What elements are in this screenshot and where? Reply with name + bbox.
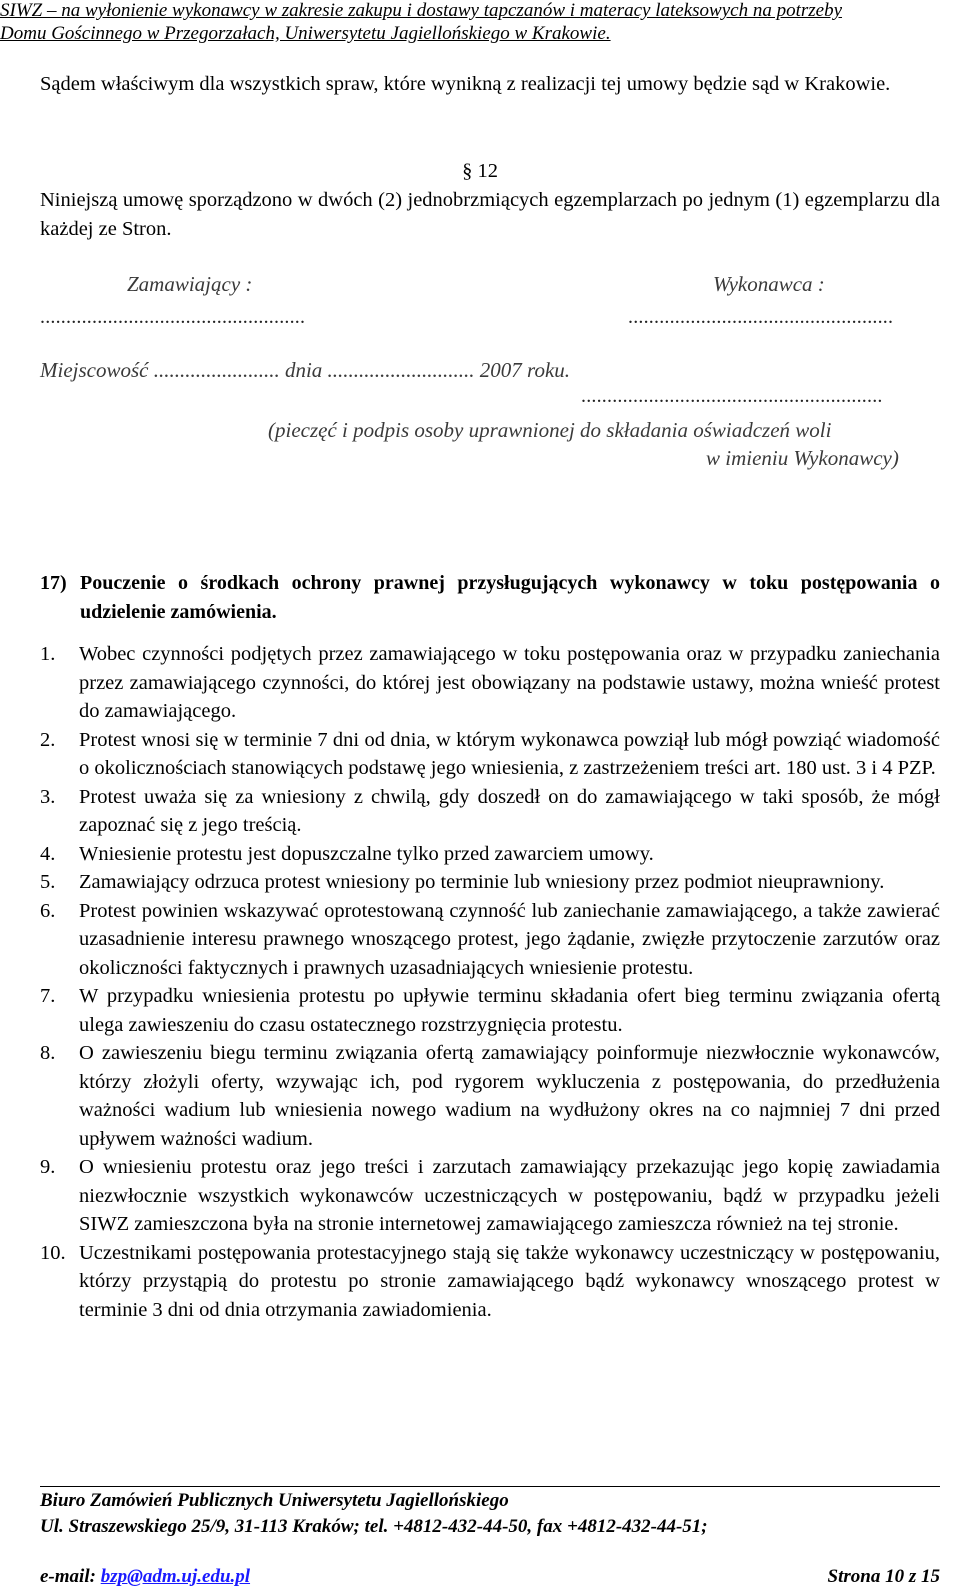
- list-item-text: Protest powinien wskazywać oprotestowaną czynność lub zaniechanie zamawiającego, a także zawierać uzasadnienie interesu prawnego wnoszącego protest, jego żądanie, zwięzłe przytoczenie zarzutów oraz okoliczności faktycznych i prawnych uzasadniających wniesienie protestu.: [79, 899, 940, 979]
- list-item-text: O wniesieniu protestu oraz jego treści i zarzutach zamawiający przekazując jego kopię zawiadamia niezwłocznie wszystkich wykonawców uczestniczących w postępowaniu, bądź w przypadku jeżeli SIWZ zamieszczona była na stronie internetowej zamawiającego zamieszcza również na tej stronie.: [79, 1156, 940, 1235]
- list-item-text: Zamawiający odrzuca protest wniesiony po terminie lub wniesiony przez podmiot nieuprawniony.: [79, 871, 885, 893]
- section-17-number: 17): [40, 572, 67, 594]
- list-item: [40, 1039, 940, 1153]
- list-item: [40, 897, 940, 983]
- list-item-number: 3.: [40, 785, 56, 808]
- header-line-1: SIWZ – na wyłonienie wykonawcy w zakresie zakupu i dostawy tapczanów i materacy lateksowych na potrzeby: [0, 0, 843, 21]
- footer-email-link[interactable]: bzp@adm.uj.edu.pl: [100, 1566, 251, 1587]
- place-date-line: Miejscowość ........................ dnia ............................ 2007 roku.: [40, 358, 571, 382]
- list-item-number: 6.: [40, 899, 56, 922]
- list-item-number: 5.: [40, 871, 56, 893]
- section-12-text: Niniejszą umowę sporządzono w dwóch (2) jednobrzmiących egzemplarzach po jednym (1) egzemplarzu dla każdej ze Stron.: [40, 189, 940, 240]
- section-17-title: Pouczenie o środkach ochrony prawnej przysługujących wykonawcy w toku postępowania o udzielenie zamówienia.: [80, 572, 940, 623]
- signature-label-ordering-party: Zamawiający :: [127, 272, 253, 296]
- footer-email-line: [40, 1566, 250, 1588]
- list-item: [40, 1153, 940, 1239]
- list-item: [40, 840, 940, 869]
- page-number: Strona 10 z 15: [827, 1566, 940, 1587]
- signature-line-contractor: ...................................................: [628, 306, 894, 328]
- list-item-number: 10.: [40, 1241, 66, 1264]
- stamp-caption-line-1: (pieczęć i podpis osoby uprawnionej do składania oświadczeń woli: [268, 418, 832, 442]
- list-item: [40, 640, 940, 726]
- list-item: [40, 868, 940, 897]
- footer-address: Ul. Straszewskiego 25/9, 31-113 Kraków; tel. +4812-432-44-50, fax +4812-432-44-51;: [40, 1516, 708, 1537]
- header-line-2: Domu Gościnnego w Przegorzałach, Uniwersytetu Jagiellońskiego w Krakowie.: [0, 23, 611, 44]
- list-item-number: 9.: [40, 1156, 56, 1178]
- stamp-dotted-line: ..........................................................: [581, 385, 883, 407]
- list-item: [40, 783, 940, 840]
- list-item-number: 2.: [40, 728, 56, 751]
- list-item-text: Wobec czynności podjętych przez zamawiającego w toku postępowania oraz w przypadku zaniechania przez zamawiającego czynności, do której jest obowiązany na podstawie ustawy, można wnieść protest do zamawiającego.: [79, 643, 940, 722]
- section-17-heading: [40, 569, 940, 627]
- list-item-text: Wniesienie protestu jest dopuszczalne tylko przed zawarciem umowy.: [79, 842, 654, 865]
- section-12-heading: § 12: [462, 160, 498, 182]
- list-item-number: 7.: [40, 985, 56, 1007]
- list-item: [40, 726, 940, 783]
- list-item-number: 8.: [40, 1042, 56, 1064]
- remedies-list: [40, 640, 940, 1324]
- signature-line-ordering-party: ...................................................: [40, 306, 306, 328]
- footer-divider: [40, 1486, 940, 1487]
- footer-email-label: e-mail:: [40, 1566, 101, 1587]
- list-item-number: 1.: [40, 643, 56, 665]
- list-item-text: W przypadku wniesienia protestu po upływie terminu składania ofert bieg terminu związania ofertą ulega zawieszeniu do czasu ostatecznego rozstrzygnięcia protestu.: [79, 985, 940, 1036]
- list-item-text: O zawieszeniu biegu terminu związania ofertą zamawiający poinformuje niezwłocznie wykonawców, którzy złożyli oferty, wzywając ich, pod rygorem wykluczenia z postępowania, do przedłużenia ważności wadium lub wniesienia nowego wadium na wydłużony okres na co najmniej 7 dni przed upływem ważności wadium.: [79, 1042, 940, 1150]
- list-item-text: Uczestnikami postępowania protestacyjnego stają się także wykonawcy uczestniczący w postępowaniu, którzy przystąpią do protestu po stronie zamawiającego bądź wykonawcy wnoszącego protest w terminie 3 dni od dnia otrzymania zawiadomienia.: [79, 1241, 940, 1321]
- list-item-text: Protest uważa się za wniesiony z chwilą, gdy doszedł on do zamawiającego w taki sposób, że mógł zapoznać się z jego treścią.: [79, 785, 940, 836]
- list-item-number: 4.: [40, 842, 56, 865]
- jurisdiction-paragraph: Sądem właściwym dla wszystkich spraw, które wynikną z realizacji tej umowy będzie sąd w Krakowie.: [40, 73, 891, 95]
- signature-label-contractor: Wykonawca :: [713, 272, 825, 296]
- stamp-caption-line-2: w imieniu Wykonawcy): [706, 446, 899, 470]
- list-item: [40, 982, 940, 1039]
- list-item-text: Protest wnosi się w terminie 7 dni od dnia, w którym wykonawca powziął lub mógł powziąć wiadomość o okolicznościach stanowiących podstawę jego wniesienia, z zastrzeżeniem treści art. 180 ust. 3 i 4 PZP.: [79, 728, 940, 779]
- footer-office: Biuro Zamówień Publicznych Uniwersytetu Jagiellońskiego: [40, 1490, 509, 1511]
- list-item: [40, 1239, 940, 1325]
